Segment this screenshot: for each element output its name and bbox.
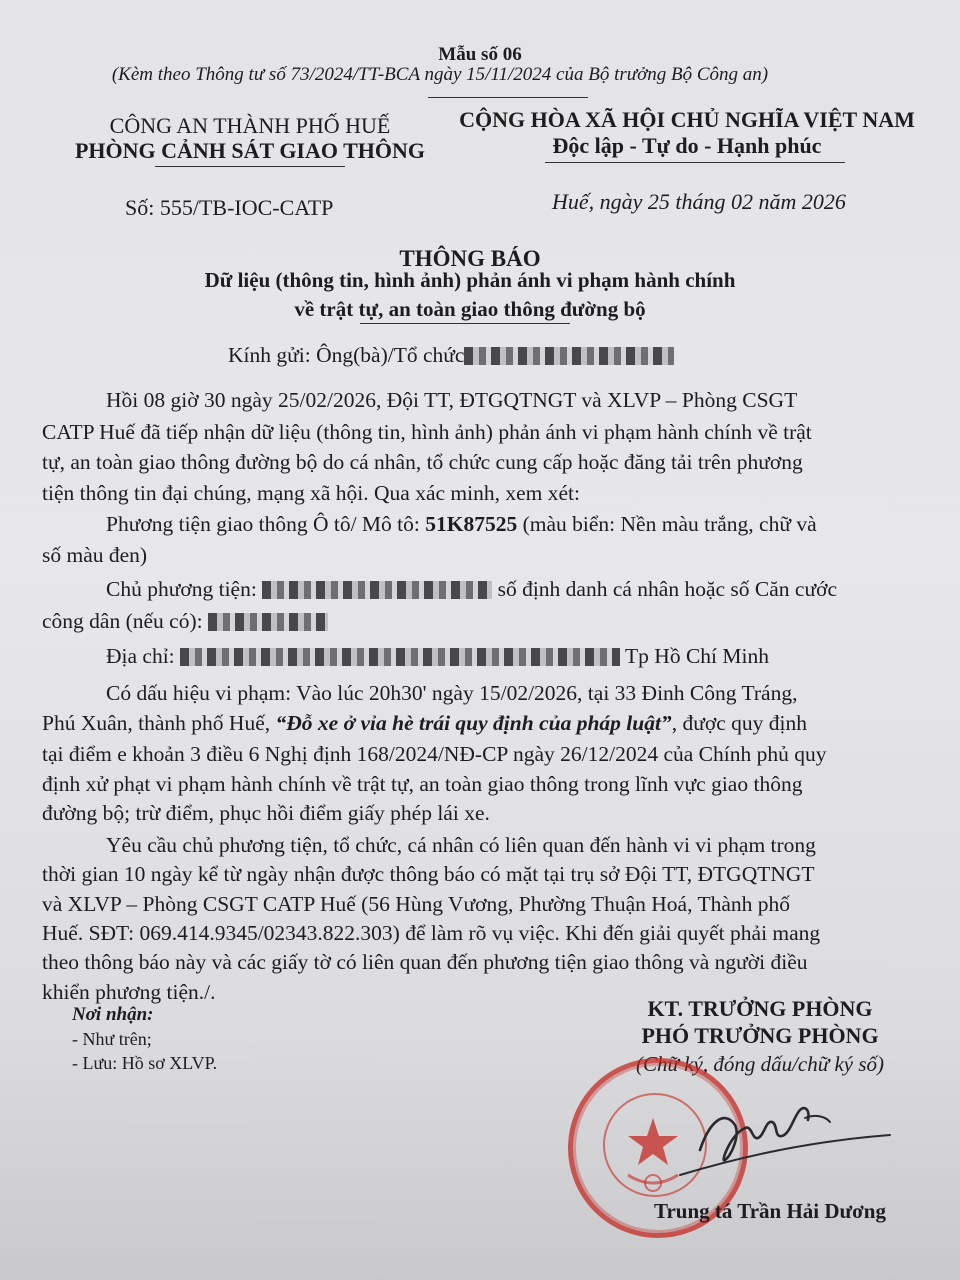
recipient-line — [228, 343, 674, 368]
violation-description: “Đỗ xe ở vỉa hè trái quy định của pháp luật” — [275, 711, 672, 735]
paragraph-line: khiển phương tiện./. — [42, 980, 216, 1004]
redacted-id — [208, 613, 328, 631]
paragraph-line: Hồi 08 giờ 30 ngày 25/02/2026, Đội TT, ĐTGQTNGT và XLVP – Phòng CSGT — [106, 388, 798, 412]
divider — [155, 166, 345, 167]
address-city: Tp Hồ Chí Minh — [620, 644, 769, 668]
redacted-address — [180, 648, 620, 666]
owner-label: Chủ phương tiện: — [106, 577, 263, 601]
divider — [360, 323, 570, 324]
owner-line — [106, 577, 837, 602]
paragraph-line: tiện thông tin đại chúng, mạng xã hội. Qua xác minh, xem xét: — [42, 481, 580, 505]
nation-title: CỘNG HÒA XÃ HỘI CHỦ NGHĨA VIỆT NAM — [459, 107, 915, 132]
paragraph-line: Yêu cầu chủ phương tiện, tổ chức, cá nhân có liên quan đến hành vi vi phạm trong — [106, 833, 816, 857]
paragraph-line: đường bộ; trừ điểm, phục hồi điểm giấy phép lái xe. — [42, 801, 490, 825]
document-subtitle-2: về trật tự, an toàn giao thông đường bộ — [294, 297, 646, 321]
recipients-label: Nơi nhận: — [72, 1004, 154, 1025]
paragraph-line: tự, an toàn giao thông đường bộ do cá nhân, tổ chức cung cấp hoặc đăng tải trên phương — [42, 450, 803, 474]
handwritten-signature — [640, 1080, 900, 1180]
paragraph-line: định xử phạt vi phạm hành chính về trật tự, an toàn giao thông trong lĩnh vực giao thông — [42, 772, 803, 796]
divider — [545, 162, 845, 163]
paragraph-line: số màu đen) — [42, 543, 148, 567]
violation-line — [42, 711, 807, 736]
id-label: công dân (nếu có): — [42, 609, 208, 633]
recipient-label: Kính gửi: Ông(bà)/Tổ chức — [228, 343, 465, 367]
signature-title: KT. TRƯỞNG PHÒNG — [647, 996, 873, 1021]
redacted-owner — [262, 581, 492, 599]
attachment-note: (Kèm theo Thông tư số 73/2024/TT-BCA ngày 15/11/2024 của Bộ trưởng Bộ Công an) — [111, 64, 769, 85]
signer-name: Trung tá Trần Hải Dương — [654, 1199, 886, 1223]
license-plate: 51K87525 — [425, 512, 518, 536]
signature-note: (Chữ ký, đóng dấu/chữ ký số) — [635, 1052, 884, 1076]
agency-department: PHÒNG CẢNH SÁT GIAO THÔNG — [74, 138, 425, 163]
vehicle-line — [106, 512, 817, 537]
paragraph-line: CATP Huế đã tiếp nhận dữ liệu (thông tin, hình ảnh) phản ánh vi phạm hành chính về trật — [42, 420, 812, 444]
document-number: Số: 555/TB-IOC-CATP — [125, 195, 334, 220]
paragraph-line: Huế. SĐT: 069.414.9345/02343.822.303) để làm rõ vụ việc. Khi đến giải quyết phải mang — [42, 921, 821, 945]
vehicle-label: Phương tiện giao thông Ô tô/ Mô tô: — [106, 512, 426, 536]
paragraph-line: Có dấu hiệu vi phạm: Vào lúc 20h30' ngày 15/02/2026, tại 33 Đinh Công Tráng, — [106, 681, 798, 705]
nation-motto: Độc lập - Tự do - Hạnh phúc — [552, 133, 822, 158]
owner-id-text: số định danh cá nhân hoặc số Căn cước — [492, 577, 838, 601]
place-date: Huế, ngày 25 tháng 02 năm 2026 — [552, 189, 846, 214]
divider — [428, 97, 588, 98]
address-line — [106, 644, 769, 669]
document-subtitle-1: Dữ liệu (thông tin, hình ảnh) phản ánh vi phạm hành chính — [204, 268, 736, 292]
id-line — [42, 609, 328, 634]
plate-color-text: (màu biển: Nền màu trắng, chữ và — [517, 512, 817, 536]
paragraph-line: và XLVP – Phòng CSGT CATP Huế (56 Hùng Vương, Phường Thuận Hoá, Thành phố — [42, 892, 791, 916]
violation-text: , được quy định — [671, 711, 807, 735]
document-title: THÔNG BÁO — [399, 246, 541, 271]
recipient-item: - Lưu: Hồ sơ XLVP. — [72, 1053, 218, 1073]
agency-name: CÔNG AN THÀNH PHỐ HUẾ — [109, 113, 391, 138]
recipient-item: - Như trên; — [72, 1029, 152, 1049]
paragraph-line: theo thông báo này và các giấy tờ có liên quan đến phương tiện giao thông và người điều — [42, 950, 808, 974]
paragraph-line: tại điểm e khoản 3 điều 6 Nghị định 168/2024/NĐ-CP ngày 26/12/2024 của Chính phủ quy — [42, 742, 827, 766]
form-number: Mẫu số 06 — [438, 44, 522, 65]
redacted-recipient — [464, 347, 674, 365]
address-label: Địa chỉ: — [106, 644, 181, 668]
paragraph-line: thời gian 10 ngày kể từ ngày nhận được thông báo có mặt tại trụ sở Đội TT, ĐTGQTNGT — [42, 862, 815, 886]
signature-position: PHÓ TRƯỞNG PHÒNG — [641, 1023, 879, 1048]
violation-location: Phú Xuân, thành phố Huế, — [42, 711, 276, 735]
